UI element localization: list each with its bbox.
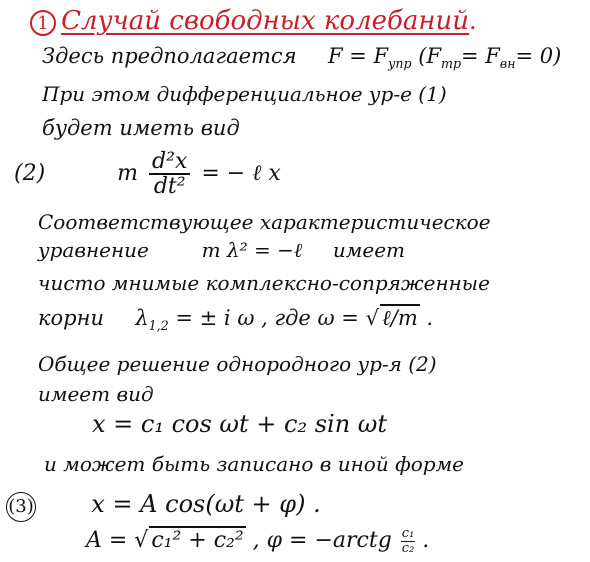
section-title-text: Случай свободных колебаний bbox=[61, 6, 469, 36]
equation-2-rhs: = − ℓ x bbox=[201, 161, 281, 187]
equation-2-label: (2) bbox=[14, 161, 46, 187]
second-derivative-fraction: $\frac{\text{d²x}}{\text{dt²}}$ bbox=[149, 150, 190, 198]
mass-symbol: m bbox=[117, 161, 139, 187]
line-imaginary-roots: чисто мнимые комплексно-сопряженные bbox=[38, 271, 490, 295]
sqrt-sign: √ bbox=[365, 306, 379, 330]
section-title-period: . bbox=[469, 7, 477, 35]
line-equation-has: уравнение m λ² = −ℓ имеет bbox=[38, 238, 405, 262]
force-equation: $F = F_{упр}$ $(F_{тр}= F_{вн}= 0)$ bbox=[327, 44, 562, 72]
line-general-solution: Общее решение однородного ур-я (2) bbox=[38, 352, 437, 376]
section-title bbox=[30, 6, 477, 36]
equation-3-label: (3) bbox=[6, 492, 36, 522]
section-number-circle: 1 bbox=[30, 10, 56, 36]
assumption-text: Здесь предполагается bbox=[42, 44, 297, 68]
general-solution-equation: x = c₁ cos ωt + c₂ sin ωt bbox=[92, 410, 387, 438]
amplitude-phase-line: A = √ c₁² + c₂² , φ = −arctg $\frac{\text{c₁}}{\text{c₂}}$ . bbox=[86, 525, 430, 556]
phase-fraction: $\frac{\text{c₁}}{\text{c₂}}$ bbox=[401, 525, 415, 556]
line-has-form: имеет вид bbox=[38, 382, 154, 406]
line-roots: корни $\lambda_{1,2}$ = ± i ω , где ω = √ ℓ/m . bbox=[38, 306, 434, 334]
line-other-form: и может быть записано в иной форме bbox=[44, 452, 464, 476]
roots-lambda: $\lambda_{1,2}$ bbox=[135, 306, 169, 334]
equation-3-expression: x = A cos(ωt + φ) . bbox=[91, 490, 321, 518]
phase-expression: , φ = −arctg bbox=[252, 528, 392, 553]
line-will-have-form: будет иметь вид bbox=[42, 116, 240, 140]
equation-2 bbox=[14, 150, 281, 198]
roots-expression: = ± i ω , где ω = bbox=[175, 306, 359, 330]
omega-sqrt-radicand: ℓ/m bbox=[381, 306, 418, 330]
characteristic-equation: m λ² = −ℓ bbox=[201, 238, 303, 262]
line-characteristic: Соответствующее характеристическое bbox=[38, 210, 491, 234]
line-diff-equation-intro: При этом дифференциальное ур-е (1) bbox=[42, 82, 447, 106]
equation-3 bbox=[6, 490, 321, 522]
amplitude-radicand: c₁² + c₂² bbox=[151, 528, 244, 553]
line-assumption bbox=[42, 44, 561, 71]
